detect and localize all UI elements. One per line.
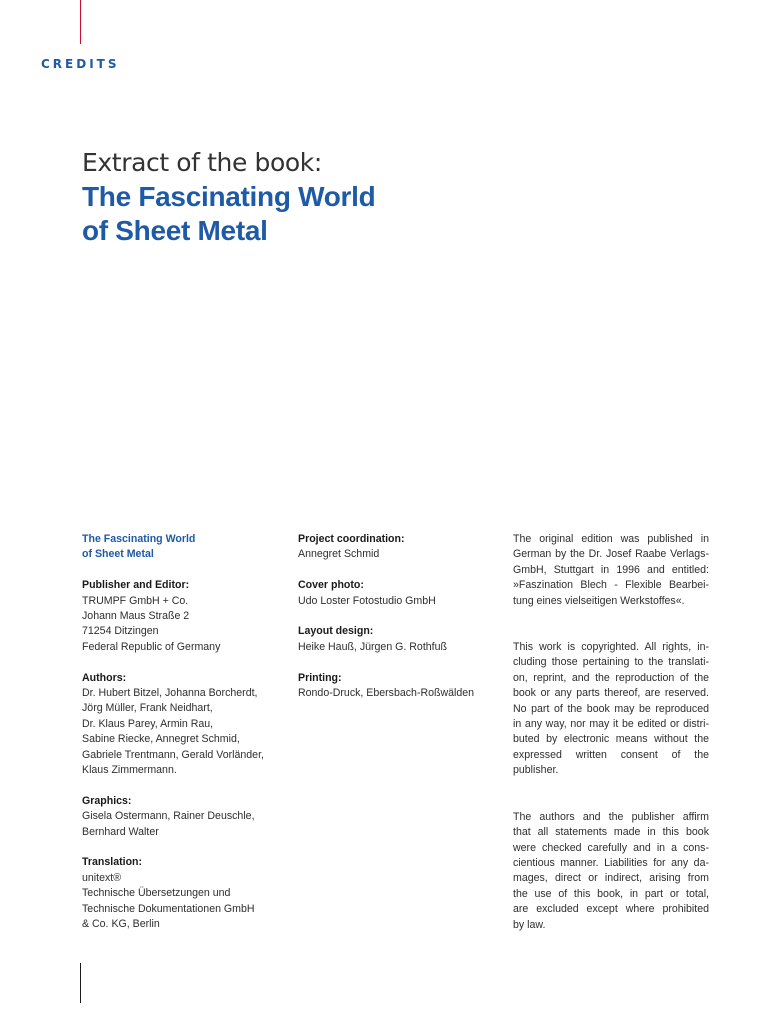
paragraph-line: cluding those pertaining to the translati-: [513, 656, 709, 669]
publisher-heading: Publisher and Editor:: [82, 579, 190, 592]
book-title-line: The Fascinating World: [82, 533, 196, 545]
paragraph-line: GmbH, Stuttgart in 1996 and entitled:: [513, 563, 709, 576]
paragraph-line: The original edition was published in: [513, 533, 709, 545]
authors-line: Gabriele Trentmann, Gerald Vorländer,: [82, 748, 264, 761]
printing-block: [298, 671, 498, 702]
paragraph-line: that all statements made in this book: [513, 826, 709, 839]
graphics-heading: Graphics:: [82, 794, 132, 807]
publisher-block: [82, 578, 282, 655]
translation-line: & Co. KG, Berlin: [82, 918, 160, 931]
paragraph-line: expressed written consent of the: [513, 748, 709, 761]
publisher-line: 71254 Ditzingen: [82, 625, 159, 638]
title-line-3: of Sheet Metal: [82, 215, 268, 246]
paragraph-line: buted by electronic means without the: [513, 733, 709, 746]
translation-heading: Translation:: [82, 856, 143, 869]
section-label: CREDITS: [41, 57, 120, 71]
cover-photo-heading: Cover photo:: [298, 579, 364, 592]
paragraph-line: No part of the book may be reproduced: [513, 702, 709, 715]
paragraph-line: mages, direct or indirect, arising from: [513, 872, 709, 885]
copyright-paragraph: [513, 640, 709, 779]
layout-design-block: [298, 624, 498, 655]
paragraph-line: German by the Dr. Josef Raabe Verlags-: [513, 548, 709, 561]
cover-photo-line: Udo Loster Fotostudio GmbH: [298, 594, 436, 607]
book-title-block: [82, 532, 282, 563]
title-line-2: The Fascinating World: [82, 181, 376, 212]
bottom-margin-rule: [80, 963, 81, 1003]
book-title-line: of Sheet Metal: [82, 548, 154, 561]
credits-column-2: [298, 532, 498, 717]
authors-block: [82, 671, 282, 779]
paragraph-line: This work is copyrighted. All rights, in-: [513, 641, 709, 654]
printing-line: Rondo-Druck, Ebersbach-Roßwälden: [298, 687, 475, 700]
translation-line: Technische Dokumentationen GmbH: [82, 902, 255, 915]
layout-design-heading: Layout design:: [298, 625, 374, 638]
translation-line: unitext®: [82, 871, 122, 884]
cover-photo-block: [298, 578, 498, 609]
paragraph-line: publisher.: [513, 764, 559, 777]
paragraph-line: on, reprint, and the reproduction of the: [513, 671, 709, 684]
graphics-block: [82, 794, 282, 840]
paragraph-line: »Faszination Blech - Flexible Bearbei-: [513, 579, 709, 592]
layout-design-line: Heike Hauß, Jürgen G. Rothfuß: [298, 640, 447, 653]
paragraph-line: book or any parts thereof, are reserved.: [513, 687, 709, 700]
liability-paragraph: [513, 810, 709, 933]
original-edition-paragraph: [513, 532, 709, 609]
project-coordination-heading: Project coordination:: [298, 533, 405, 545]
printing-heading: Printing:: [298, 671, 342, 684]
paragraph-gap: [513, 779, 709, 810]
graphics-line: Bernhard Walter: [82, 825, 159, 838]
paragraph-line: are excluded except where prohibited: [513, 903, 709, 916]
paragraph-line: tung eines vielseitigen Werkstoffes«.: [513, 594, 685, 607]
translation-block: [82, 855, 282, 932]
credits-column-1: [82, 532, 282, 948]
project-coordination-block: [298, 532, 498, 563]
publisher-line: TRUMPF GmbH + Co.: [82, 594, 189, 607]
paragraph-line: were checked carefully and in a cons-: [513, 841, 709, 854]
authors-line: Dr. Klaus Parey, Armin Rau,: [82, 717, 214, 730]
graphics-line: Gisela Ostermann, Rainer Deuschle,: [82, 810, 255, 823]
authors-line: Jörg Müller, Frank Neidhart,: [82, 702, 213, 715]
title-line-1: Extract of the book:: [82, 148, 322, 177]
authors-heading: Authors:: [82, 671, 127, 684]
paragraph-line: by law.: [513, 918, 546, 931]
paragraph-line: in any way, nor may it be edited or distri-: [513, 718, 709, 731]
credits-column-3: [513, 532, 709, 933]
publisher-line: Johann Maus Straße 2: [82, 610, 190, 623]
authors-line: Dr. Hubert Bitzel, Johanna Borcherdt,: [82, 687, 258, 700]
top-margin-rule: [80, 0, 81, 44]
paragraph-line: cientious manner. Liabilities for any da-: [513, 856, 709, 869]
project-coordination-line: Annegret Schmid: [298, 548, 380, 561]
paragraph-line: The authors and the publisher affirm: [513, 810, 709, 823]
page-title: [82, 146, 502, 248]
authors-line: Klaus Zimmermann.: [82, 764, 177, 777]
paragraph-line: the use of this book, in part or total,: [513, 887, 709, 900]
paragraph-gap: [513, 609, 709, 640]
authors-line: Sabine Riecke, Annegret Schmid,: [82, 733, 240, 746]
publisher-line: Federal Republic of Germany: [82, 640, 221, 653]
translation-line: Technische Übersetzungen und: [82, 887, 231, 900]
